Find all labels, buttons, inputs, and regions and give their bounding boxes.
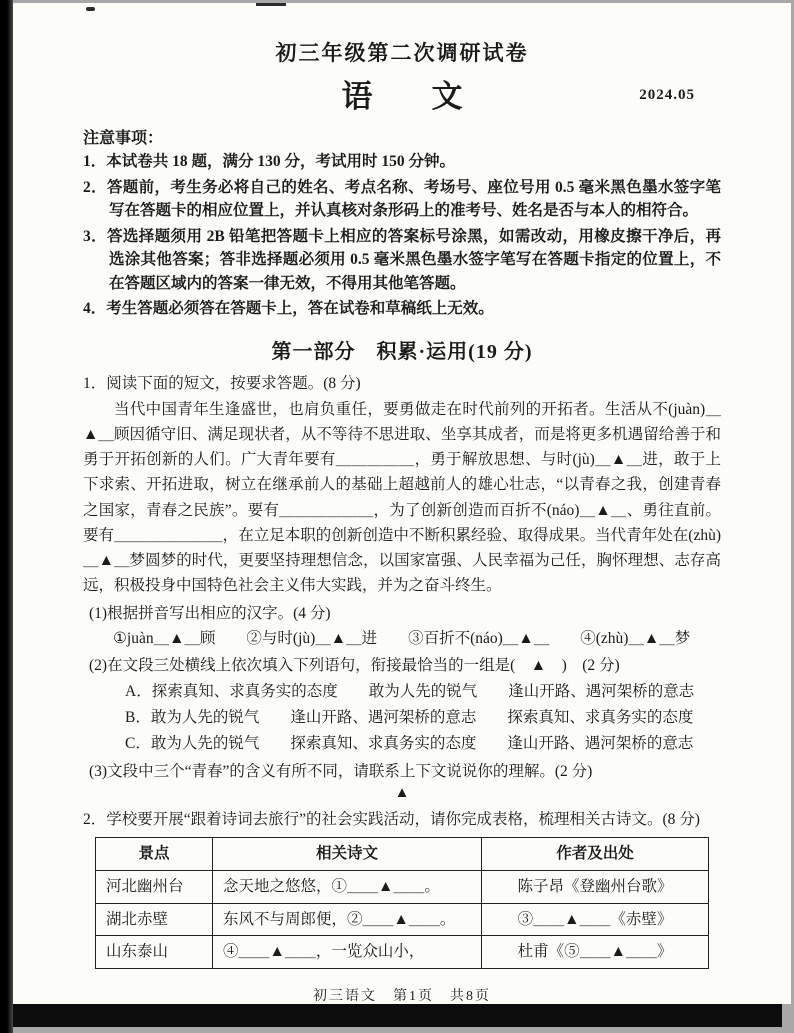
notice-section [83,125,721,321]
table-row [96,903,709,936]
table-header-spot: 景点 [96,838,213,871]
question-1-stem: 1．阅读下面的短文，按要求答题。(8 分) [83,374,361,392]
notice-item-1: 1．本试卷共 18 题，满分 130 分，考试用时 150 分钟。 [83,153,456,170]
scan-artifact [256,3,286,6]
table-cell-spot: 山东泰山 [96,936,213,969]
table-cell-author: 杜甫《⑤＿＿▲＿＿》 [482,936,709,969]
table-header-row [96,838,709,871]
question-1-passage: 当代中国青年生逢盛世，也肩负重任，要勇做走在时代前列的开拓者。生活从不(juàn)＿▲＿顾因循守旧、满足现状者，从不等待不思进取、坐享其成者，而是将更多机遇留给善于和勇于开拓创新的人们。广大青年要有＿＿＿＿＿，勇于解放思想、与时(jù)＿▲＿进，敢于上下求索、开拓进取，树立在继承前人的基础上超越前人的雄心壮志，“以青春之我，创建青春之国家，青春之民族”。要有＿＿＿＿＿＿，为了创新创造而百折不(náo)＿▲＿、勇往直前。要有＿＿＿＿＿＿＿，在立足本职的创新创造中不断积累经验、取得成果。当代青年处在(zhù)＿▲＿梦圆梦的时代，更要坚持理想信念，以国家富强、人民幸福为己任，胸怀理想、志存高远，积极投身中国特色社会主义伟大实践，并为之奋斗终生。 [83,401,721,594]
table-header-poem: 相关诗文 [213,838,482,871]
section-heading: 第一部分 积累·运用(19 分) [271,340,533,363]
q1-option-a: A．探索真知、求真务实的态度 敢为人先的锐气 逢山开路、遇河架桥的意志 [125,682,695,700]
notice-item-2: 2．答题前，考生务必将自己的姓名、考点名称、考场号、座位号用 0.5 毫米黑色墨水签字笔写在答题卡的相应位置上，并认真核对条形码上的准考号、姓名是否与本人的相符合。 [83,178,721,220]
notice-item-3: 3．答选择题须用 2B 铅笔把答题卡上相应的答案标号涂黑，如需改动，用橡皮擦干净后，再选涂其他答案；答非选择题必须用 0.5 毫米黑色墨水签字笔写在答题卡指定的位置上，不在答题区域内的答案一律无效，不得用其他笔答题。 [83,227,721,292]
q1-sub1-blanks: ①juàn＿▲＿顾 ②与时(jù)＿▲＿进 ③百折不(náo)＿▲＿ ④(zhù)＿▲＿梦 [113,630,691,648]
q1-option-b: B．敢为人先的锐气 逢山开路、遇河架桥的意志 探索真知、求真务实的态度 [125,708,694,726]
notice-item-4: 4．考生答题必须答在答题卡上，答在试卷和草稿纸上无效。 [83,300,494,318]
table-cell-author: 陈子昂《登幽州台歌》 [482,870,709,903]
exam-page [13,3,791,1004]
exam-date: 2024.05 [639,87,695,103]
poems-table [95,837,709,969]
q1-sub1-stem: (1)根据拼音写出相应的汉字。(4 分) [89,604,331,622]
page-content [83,37,721,1005]
q1-sub2-stem: (2)在文段三处横线上依次填入下列语句，衔接最恰当的一组是( ▲ ) (2 分) [89,657,620,675]
q1-sub3-answer-mark: ▲ [394,785,410,801]
table-header-author: 作者及出处 [482,838,709,871]
notice-heading: 注意事项： [83,130,164,147]
table-cell-poem: 东风不与周郎便，②＿＿▲＿＿。 [213,903,482,936]
subject-title: 语 文 [341,79,477,114]
table-row [96,936,709,969]
table-cell-poem: ④＿＿▲＿＿，一览众山小， [213,936,482,969]
table-cell-spot: 湖北赤壁 [96,903,213,936]
table-cell-spot: 河北幽州台 [96,870,213,903]
q1-sub3-stem: (3)文段中三个“青春”的含义有所不同，请联系上下文说说你的理解。(2 分) [89,762,593,780]
scan-artifact [86,7,95,11]
exam-title: 初三年级第二次调研试卷 [275,41,529,65]
q1-option-c: C．敢为人先的锐气 探索真知、求真务实的态度 逢山开路、遇河架桥的意志 [125,734,694,752]
table-row [96,870,709,903]
table-cell-poem: 念天地之悠悠，①＿＿▲＿＿。 [213,870,482,903]
subject-row [83,71,721,117]
table-cell-author: ③＿＿▲＿＿《赤壁》 [482,903,709,936]
scan-edge-left [0,0,13,1033]
scan-edge-bottom [0,1004,782,1027]
question-2-stem: 2．学校要开展“跟着诗词去旅行”的社会实践活动，请你完成表格，梳理相关古诗文。(8 分) [83,811,700,828]
page-footer: 初三语文 第1页 共8页 [313,989,491,1004]
